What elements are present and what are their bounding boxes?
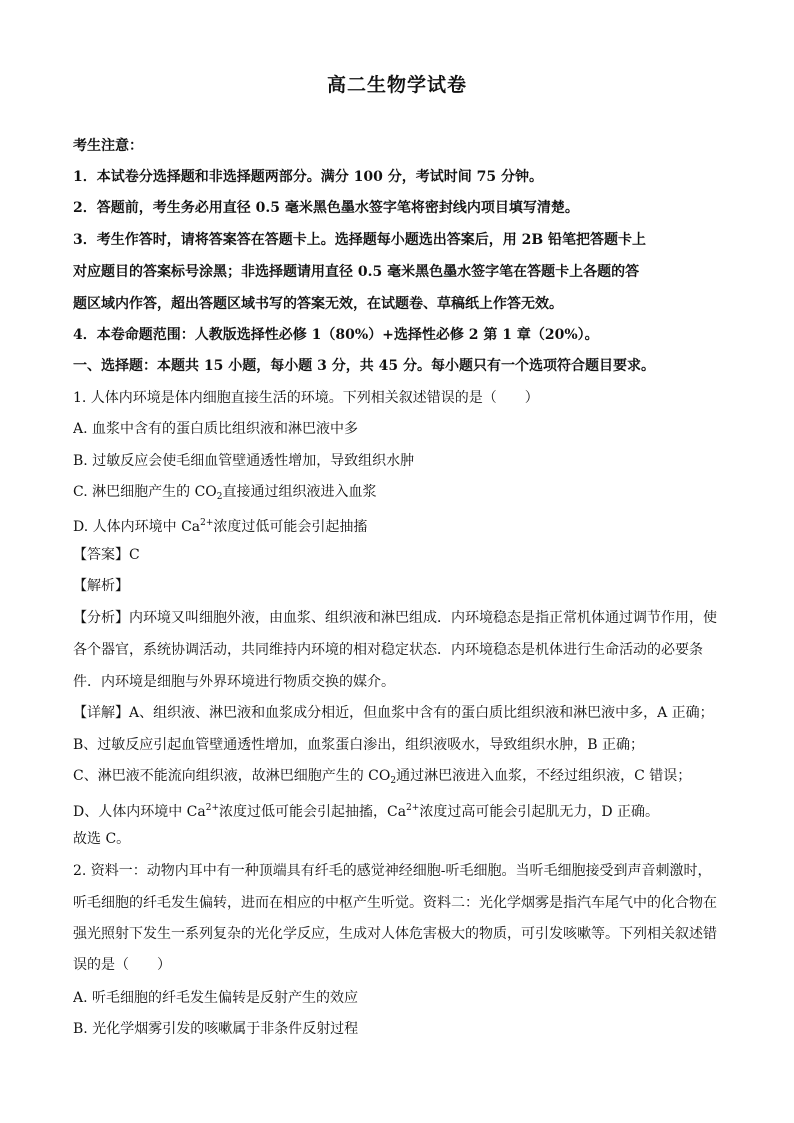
notice-heading: 考生注意：	[73, 138, 143, 154]
q1-stem: 1. 人体内环境是体内细胞直接生活的环境。下列相关叙述错误的是（ ）	[73, 390, 539, 406]
detail-line-3-text-end: 通过淋巴液进入血浆，不经过组织液，C 错误；	[396, 768, 692, 784]
q1-option-a: A. 血浆中含有的蛋白质比组织液和淋巴液中多	[73, 421, 359, 437]
notice-item-3-line-3: 题区域内作答，超出答题区域书写的答案无效，在试题卷、草稿纸上作答无效。	[73, 296, 563, 312]
notice-item-2: 2．答题前，考生务必用直径 0.5 毫米黑色墨水签字笔将密封线内项目填写清楚。	[73, 200, 579, 216]
detail-line-4-superscript-1: 2+	[205, 803, 220, 813]
analysis-label: 【解析】	[73, 578, 129, 594]
analysis-detail-line-4	[73, 798, 723, 822]
q1-option-b: B. 过敏反应会使毛细血管壁通透性增加，导致组织水肿	[73, 453, 415, 469]
q2-stem-line-4: 误的是（ ）	[73, 957, 171, 973]
q1-option-d-text-end: 浓度过低可能会引起抽搐	[213, 519, 368, 535]
notice-item-1: 1．本试卷分选择题和非选择题两部分。满分 100 分，考试时间 75 分钟。	[73, 169, 543, 185]
q1-option-c	[73, 482, 723, 507]
analysis-conclusion: 故选 C。	[73, 831, 131, 847]
detail-line-3-subscript: 2	[390, 776, 397, 786]
detail-line-3-text-start: C、淋巴液不能流向组织液，故淋巴细胞产生的 CO	[73, 768, 391, 784]
analysis-fenxi-line-3: 件．内环境是细胞与外界环境进行物质交换的媒介。	[73, 674, 395, 690]
detail-line-4-text-c: 浓度过高可能会引起肌无力，D 正确。	[419, 804, 660, 820]
notice-item-3-line-1: 3．考生作答时，请将答案答在答题卡上。选择题每小题选出答案后，用 2B 铅笔把答题卡上	[73, 232, 647, 248]
analysis-detail-line-3	[73, 766, 723, 791]
analysis-detail-line-2: B、过敏反应引起血管壁通透性增加，血浆蛋白渗出，组织液吸水，导致组织水肿，B 正确；	[73, 737, 645, 753]
q1-option-c-text-start: C. 淋巴细胞产生的 CO	[73, 484, 217, 500]
answer-label: 【答案】	[73, 547, 129, 563]
page-title: 高二生物学试卷	[326, 74, 467, 96]
detail-line-4-superscript-2: 2+	[406, 803, 420, 813]
q1-option-d-superscript: 2+	[200, 518, 214, 528]
analysis-fenxi-line-2: 各个器官，系统协调活动，共同维持内环境的相对稳定状态．内环境稳态是机体进行生命活动的必要条	[73, 642, 703, 658]
q2-option-b: B. 光化学烟雾引发的咳嗽属于非条件反射过程	[73, 1021, 359, 1037]
answer-value: C	[129, 547, 140, 563]
notice-item-4: 4．本卷命题范围：人教版选择性必修 1（80%）+选择性必修 2 第 1 章（20%）。	[73, 327, 599, 343]
q1-answer	[73, 545, 723, 565]
q2-option-a: A. 听毛细胞的纤毛发生偏转是反射产生的效应	[73, 990, 359, 1006]
q1-option-c-subscript: 2	[216, 492, 223, 502]
detail-line-4-text-a: D、人体内环境中 Ca	[73, 804, 206, 820]
q1-option-d	[73, 513, 723, 537]
q2-stem-line-1: 2. 资料一：动物内耳中有一种顶端具有纤毛的感觉神经细胞-听毛细胞。当听毛细胞接受到声音刺激时，	[73, 863, 712, 879]
analysis-fenxi-line-1: 【分析】内环境又叫细胞外液，由血浆、组织液和淋巴组成．内环境稳态是指正常机体通过调节作用，使	[73, 610, 717, 626]
analysis-detail-line-1: 【详解】A、组织液、淋巴液和血浆成分相近，但血浆中含有的蛋白质比组织液和淋巴液中多，A 正确；	[73, 705, 714, 721]
q1-option-c-text-end: 直接通过组织液进入血浆	[222, 484, 377, 500]
q1-option-d-text-start: D. 人体内环境中 Ca	[73, 519, 201, 535]
section-heading-choice: 一、选择题：本题共 15 小题，每小题 3 分，共 45 分。每小题只有一个选项符合题目要求。	[73, 358, 655, 374]
notice-item-3-line-2: 对应题目的答案标号涂黑；非选择题请用直径 0.5 毫米黑色墨水签字笔在答题卡上各题的答	[73, 264, 640, 280]
q2-stem-line-3: 强光照射下发生一系列复杂的光化学反应，生成对人体危害极大的物质，可引发咳嗽等。下列相关叙述错	[73, 926, 717, 942]
q2-stem-line-2: 听毛细胞的纤毛发生偏转，进而在相应的中枢产生听觉。资料二：光化学烟雾是指汽车尾气中的化合物在	[73, 895, 717, 911]
detail-line-4-text-b: 浓度过低可能会引起抽搐，Ca	[219, 804, 407, 820]
